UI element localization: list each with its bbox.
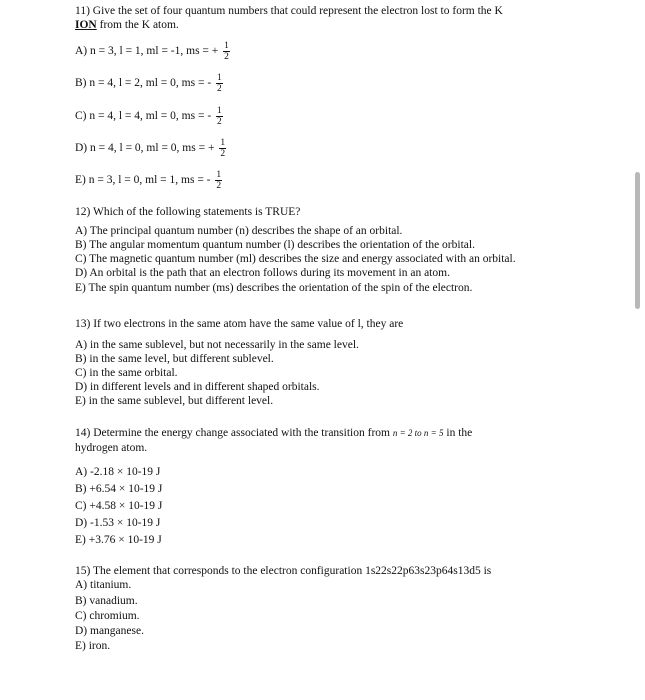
- option-text: n = 3, l = 1, ml = -1, ms = +: [90, 45, 219, 58]
- question-12-stem: 12) Which of the following statements is TRUE?: [75, 206, 301, 218]
- fraction: $\frac{1}{2}$: [217, 73, 222, 94]
- question-12-option-a[interactable]: A) The principal quantum number (n) describes the shape of an orbital.: [75, 225, 403, 237]
- question-11-ion-word: ION: [75, 19, 97, 31]
- option-label: C): [75, 110, 87, 123]
- question-14-option-a[interactable]: A) -2.18 × 10-19 J: [75, 466, 161, 478]
- question-14-option-c[interactable]: C) +4.58 × 10-19 J: [75, 500, 163, 512]
- question-15-option-d[interactable]: D) manganese.: [75, 625, 144, 637]
- question-14-text: 14) Determine the energy change associated with the transition from: [75, 427, 390, 439]
- question-14-text-end: in the: [446, 427, 473, 439]
- option-label: A): [75, 45, 88, 58]
- question-12-option-d[interactable]: D) An orbital is the path that an electron follows during its movement in an atom.: [75, 267, 450, 279]
- question-13-option-a[interactable]: A) in the same sublevel, but not necessarily in the same level.: [75, 339, 359, 351]
- fraction: $\frac{1}{2}$: [220, 138, 226, 159]
- question-12-option-b[interactable]: B) The angular momentum quantum number (l) describes the orientation of the orbital.: [75, 239, 475, 251]
- question-13-option-d[interactable]: D) in different levels and in different shaped orbitals.: [75, 381, 320, 393]
- question-14-transition: n = 2 to n = 5: [392, 428, 444, 438]
- fraction: $\frac{1}{2}$: [217, 106, 222, 127]
- question-14-stem: [75, 426, 472, 440]
- question-14-stem-line2: hydrogen atom.: [75, 442, 148, 454]
- electron-configuration: 1s22s22p63s23p64s13d5: [365, 565, 481, 577]
- question-15-text-end: is: [483, 565, 492, 577]
- question-11-stem: [75, 4, 595, 32]
- question-11-text: 11) Give the set of four quantum numbers that could represent the electron lost to form the K: [75, 5, 503, 17]
- question-11-option-e[interactable]: [75, 170, 222, 191]
- option-text: n = 3, l = 0, ml = 1, ms = -: [88, 174, 211, 187]
- question-13-option-e[interactable]: E) in the same sublevel, but different level.: [75, 395, 274, 407]
- option-text: n = 4, l = 4, ml = 0, ms = -: [89, 110, 212, 123]
- question-15-stem: [75, 564, 491, 578]
- question-11-text-end: from the K atom.: [96, 19, 179, 31]
- question-14-option-b[interactable]: B) +6.54 × 10-19 J: [75, 483, 163, 495]
- vertical-scrollbar[interactable]: [635, 172, 640, 309]
- question-14-option-d[interactable]: D) -1.53 × 10-19 J: [75, 517, 161, 529]
- question-15-option-b[interactable]: B) vanadium.: [75, 595, 138, 607]
- question-15-option-c[interactable]: C) chromium.: [75, 610, 140, 622]
- question-12-option-c[interactable]: C) The magnetic quantum number (ml) describes the size and energy associated with an orbital.: [75, 253, 516, 265]
- question-11-option-c[interactable]: [75, 106, 223, 127]
- question-11-option-a[interactable]: [75, 41, 230, 62]
- fraction: $\frac{1}{2}$: [224, 41, 229, 62]
- option-text: n = 4, l = 2, ml = 0, ms = -: [89, 77, 212, 90]
- question-13-option-b[interactable]: B) in the same level, but different sublevel.: [75, 353, 274, 365]
- question-11-option-d[interactable]: [75, 138, 226, 159]
- question-15-option-a[interactable]: A) titanium.: [75, 579, 132, 591]
- option-label: D): [75, 142, 88, 155]
- question-15-option-e[interactable]: E) iron.: [75, 640, 111, 652]
- question-13-stem: 13) If two electrons in the same atom have the same value of l, they are: [75, 318, 404, 330]
- question-12-option-e[interactable]: E) The spin quantum number (ms) describes the orientation of the spin of the electron.: [75, 282, 473, 294]
- question-13-option-c[interactable]: C) in the same orbital.: [75, 367, 178, 379]
- question-15-text: 15) The element that corresponds to the electron configuration: [75, 565, 363, 577]
- option-label: B): [75, 77, 87, 90]
- question-14-option-e[interactable]: E) +3.76 × 10-19 J: [75, 534, 162, 546]
- option-text: n = 4, l = 0, ml = 0, ms = +: [90, 142, 215, 155]
- question-11-option-b[interactable]: [75, 73, 223, 94]
- option-label: E): [75, 174, 86, 187]
- fraction: $\frac{1}{2}$: [216, 170, 222, 191]
